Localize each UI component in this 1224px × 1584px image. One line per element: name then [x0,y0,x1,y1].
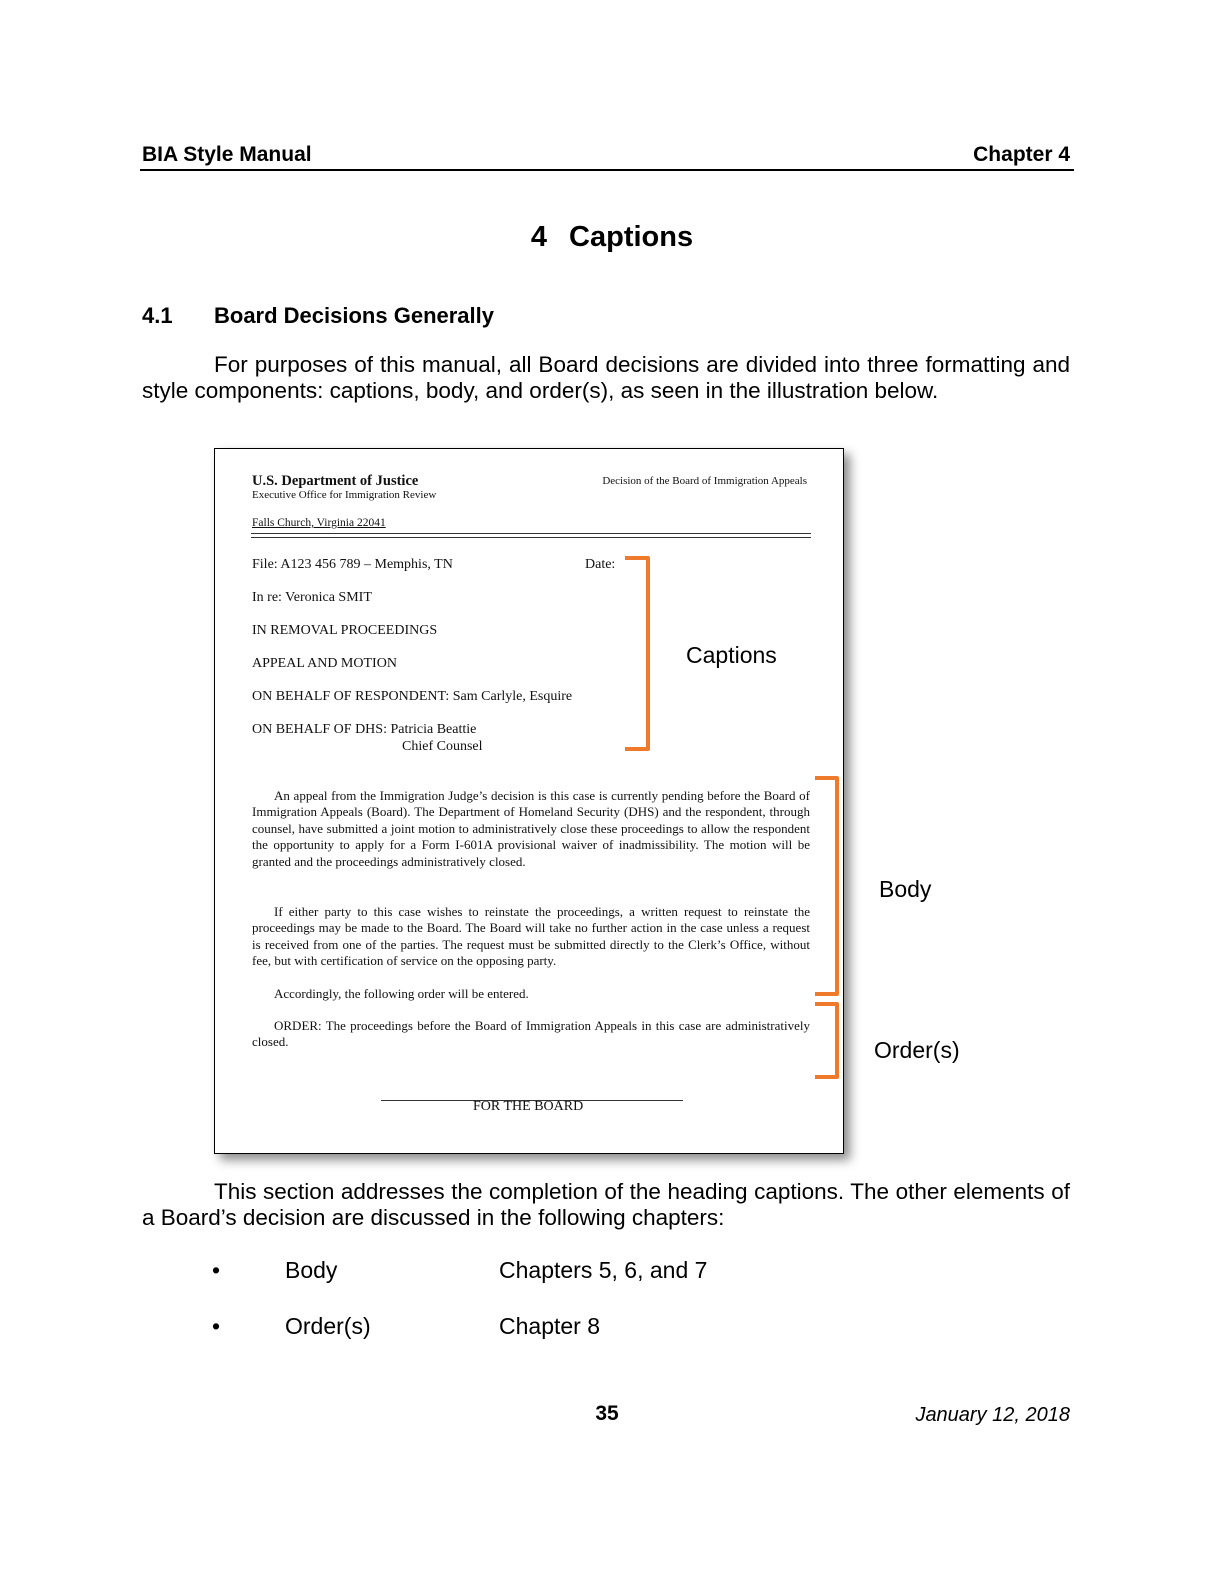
addresses-paragraph [142,1179,1070,1231]
office-name: Executive Office for Immigration Review [252,489,437,501]
page-number: 35 [595,1402,619,1425]
orders-bracket [815,1004,837,1077]
list-item-body: Body [285,1257,338,1283]
body-label: Body [879,876,932,902]
footer-date: January 12, 2018 [915,1404,1070,1426]
list-item-orders-chapters: Chapter 8 [499,1313,601,1339]
decision-order-text: ORDER: The proceedings before the Board of Immigration Appeals in this case are administratively closed. [252,1018,810,1050]
section-number: 4.1 [142,303,173,328]
chapter-number: 4 [530,221,548,253]
caption-dhs: ON BEHALF OF DHS: Patricia Beattie [252,722,477,737]
section-title: Board Decisions Generally [214,303,494,328]
captions-label: Captions [686,642,777,668]
caption-file: File: A123 456 789 – Memphis, TN [252,557,453,572]
intro-paragraph-text: For purposes of this manual, all Board decisions are divided into three formatting and style components: captions, body, and order(s), as seen in the illustration below. [142,352,1070,403]
list-item-orders: Order(s) [285,1313,371,1339]
office-address: Falls Church, Virginia 22041 [252,517,386,529]
caption-date: Date: [585,557,616,572]
chapter-title-text: Captions [569,221,694,253]
list-item-body-chapters: Chapters 5, 6, and 7 [499,1257,708,1283]
decision-title: Decision of the Board of Immigration Appeals [602,475,807,487]
list-bullet: • [212,1313,221,1339]
decision-body-1-text: An appeal from the Immigration Judge’s decision is this case is currently pending before the Board of Immigration Appeals (Board). The Department of Homeland Security (DHS) and the respondent, through counsel, have submitted a joint motion to administratively close these proceedings to allow the respondent the opportunity to apply for a Form I-601A provisional waiver of inadmissibility. The motion will be granted and the proceedings administratively closed. [252,788,810,869]
addresses-paragraph-text: This section addresses the completion of the heading captions. The other elements of a Board’s decision are discussed in the following chapters: [142,1179,1070,1230]
caption-in-re: In re: Veronica SMIT [252,590,372,605]
caption-respondent: ON BEHALF OF RESPONDENT: Sam Carlyle, Esquire [252,689,573,704]
decision-body-3-text: Accordingly, the following order will be entered. [274,986,529,1001]
orders-label: Order(s) [874,1037,960,1063]
caption-proceedings: IN REMOVAL PROCEEDINGS [252,623,438,638]
list-bullet: • [212,1257,221,1283]
decision-body-2-text: If either party to this case wishes to reinstate the proceedings, a written request to reinstate the proceedings may be made to the Board. The Board will take no further action in the case unless a request is received from one of the parties. The request must be submitted directly to the Clerk’s Office, without fee, but with certification of service on the opposing party. [252,904,810,969]
caption-dhs-title: Chief Counsel [402,739,483,754]
running-header-title: BIA Style Manual [142,143,312,166]
signature-text: FOR THE BOARD [473,1099,584,1114]
caption-appeal: APPEAL AND MOTION [252,656,397,671]
captions-bracket [625,558,648,749]
running-header-chapter: Chapter 4 [973,143,1070,166]
body-bracket [815,778,837,994]
agency-name: U.S. Department of Justice [252,473,419,489]
